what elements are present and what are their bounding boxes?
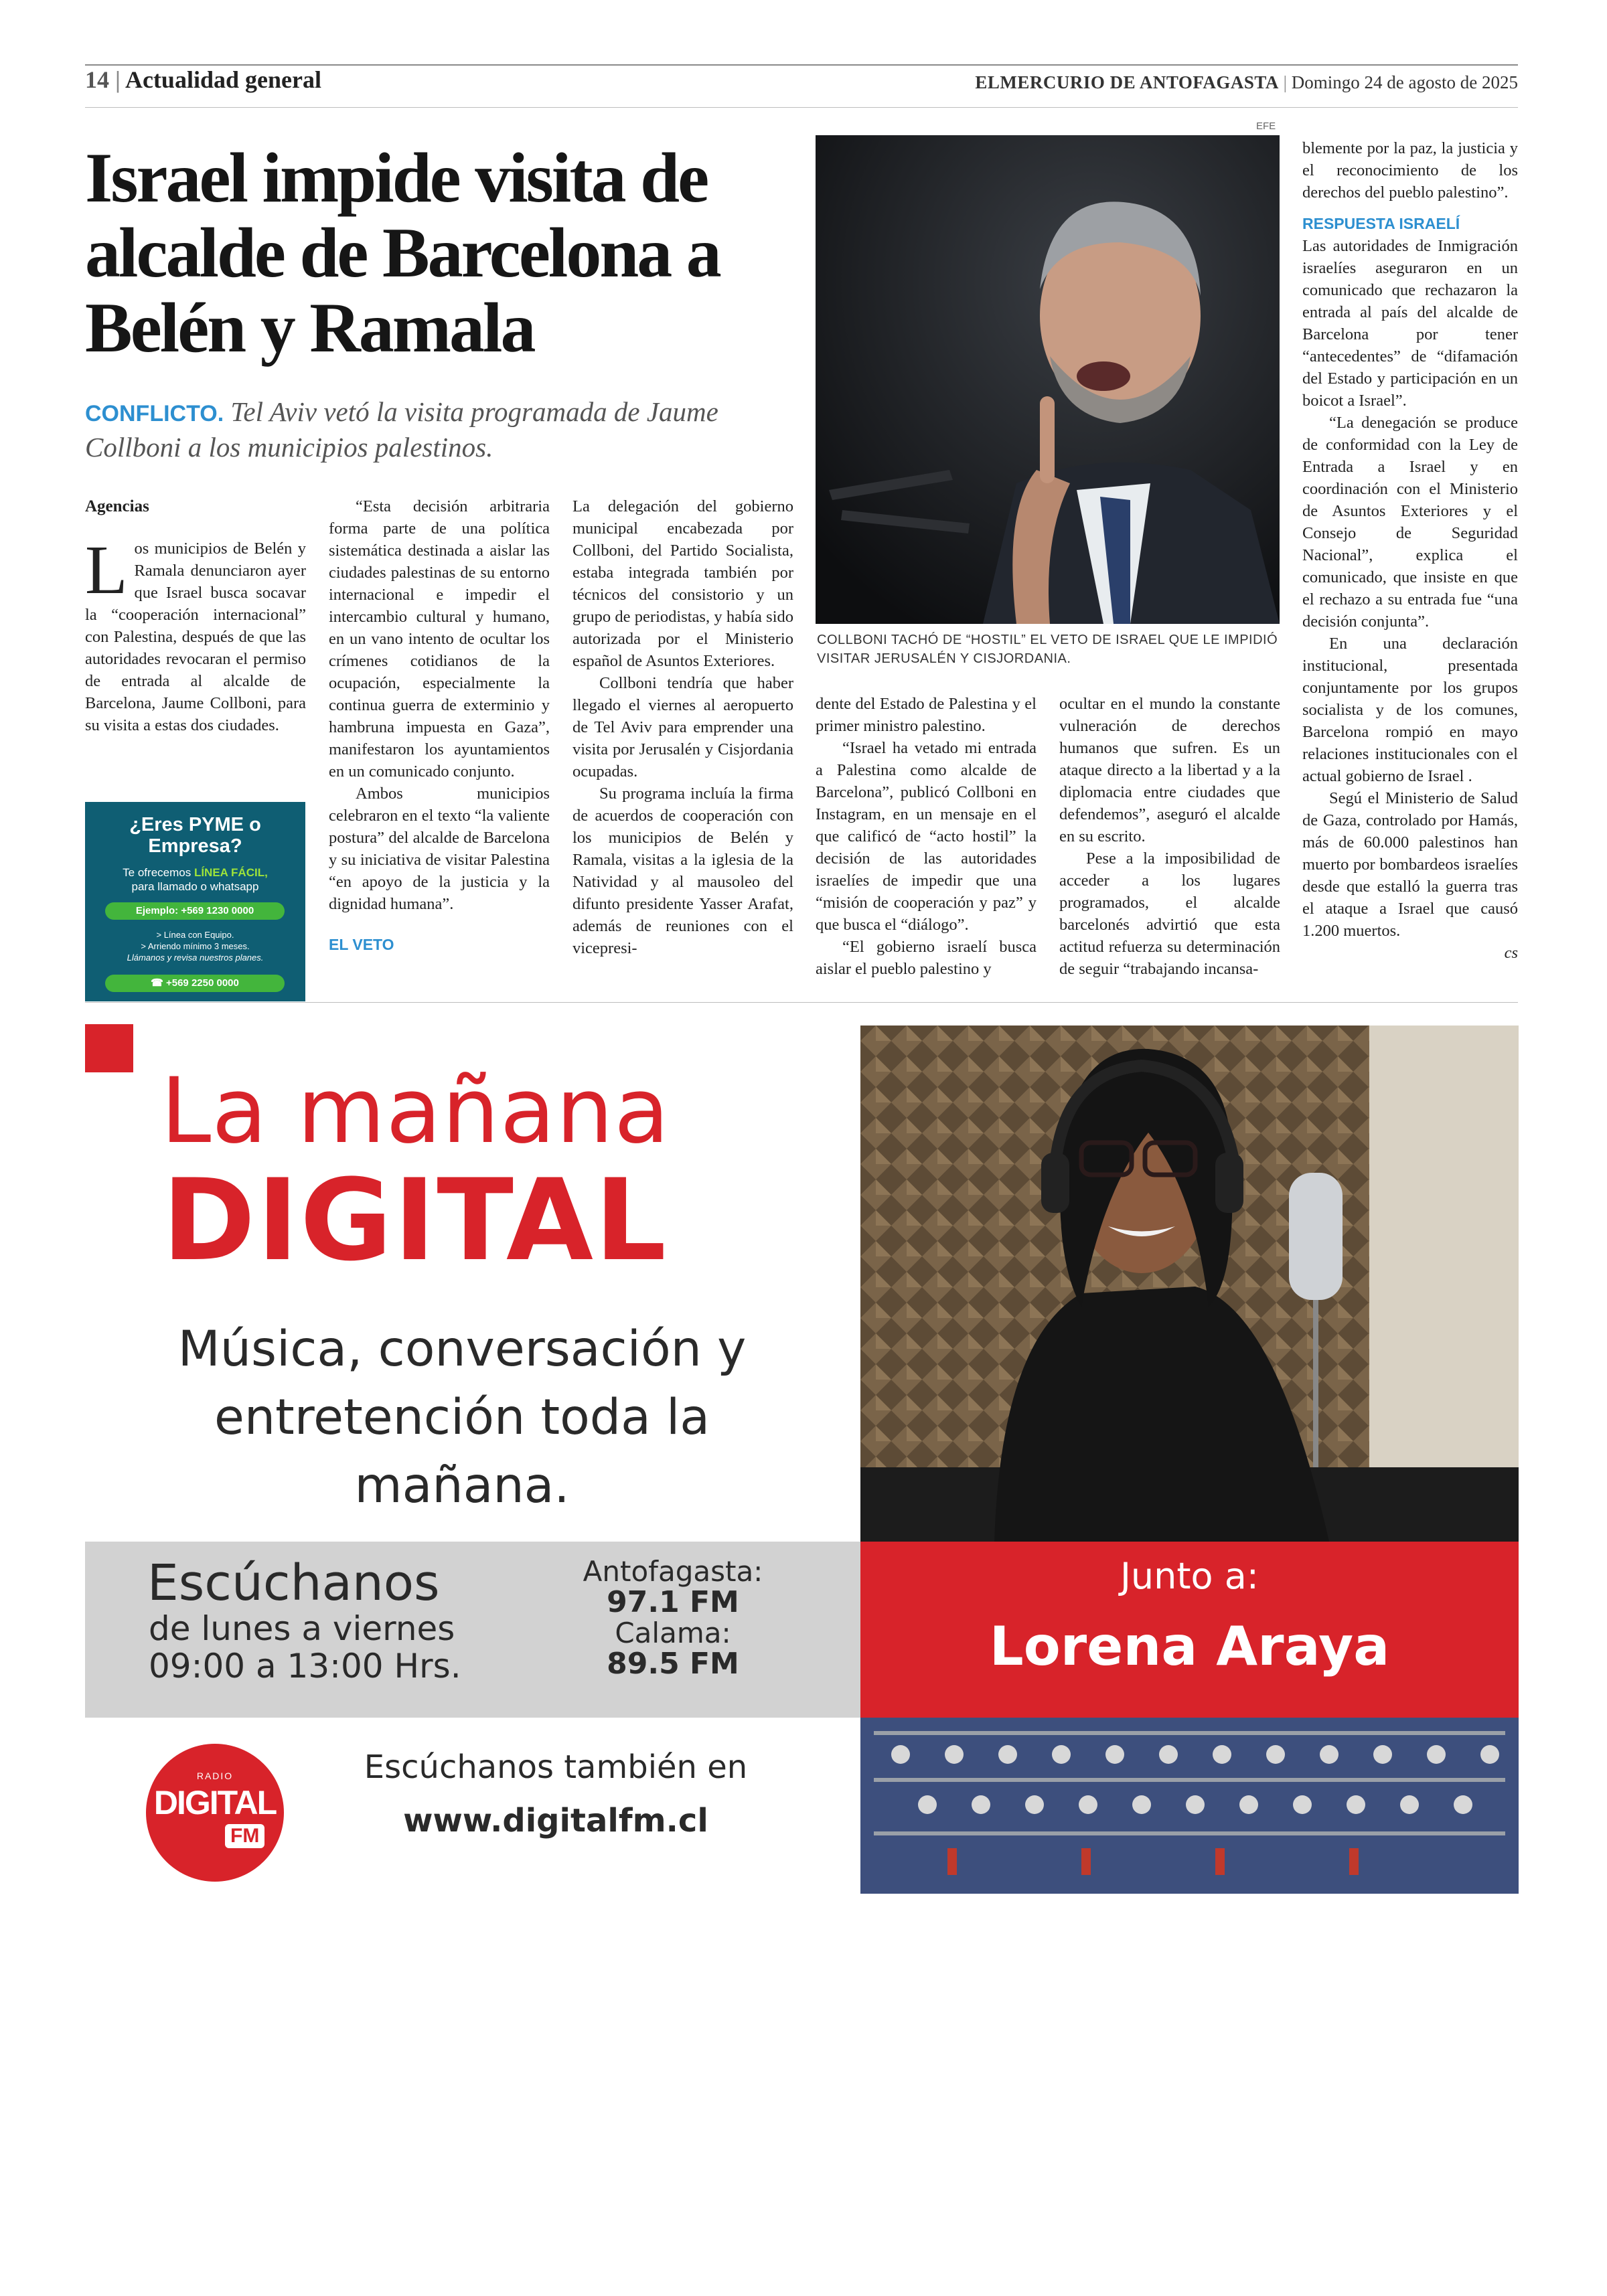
website-link[interactable]: www.digitalfm.cl (403, 1802, 708, 1839)
article-column-5: ocultar en el mundo la constante vulneración de derechos humanos que sufren. Es un ataque directo a la libertad y a la diplomacia entre ciudades que defendemos”, aseguró el alcalde en su escrito. Pese a la imposibilidad de acceder a los lugares programados, el alcalde barcelonés advirtió que esta actitud refuerza su determinación de seguir “trabajando incansa- (1059, 695, 1280, 978)
schedule-text (149, 1610, 461, 1685)
mixer-photo (860, 1718, 1519, 1894)
end-mark: cs (1504, 944, 1518, 962)
article-column-3: La delegación del gobierno municipal encabezada por Collboni, del Partido Socialista, estaba integrada también por técnicos del consistorio y un grupo de periodistas, y había sido autorizada por el Ministerio español de Asuntos Exteriores. Collboni tendría que haber llegado el viernes al aeropuerto de Tel Aviv para emprender una visita por Jerusalén y Cisjordania ocupadas. Su programa incluía la firma de acuerdos de cooperación con los municipios de Belén y Ramala, visitas a la iglesia de la Natividad y al mausoleo del difunto presidente Yasser Arafat, además de reuniones con el vicepresi- (572, 497, 793, 957)
subhead-respuesta: RESPUESTA ISRAELÍ (1302, 215, 1460, 232)
pyme-ad-title: ¿Eres PYME o Empresa? (129, 814, 261, 857)
radio-ad-title-2: DIGITAL (162, 1155, 668, 1286)
article-column-4: dente del Estado de Palestina y el primer ministro palestino. “Israel ha vetado mi entrada a Palestina como alcalde de Barcelona”, publicó Collboni en Instagram, en un mensaje en el que calificó de “acto hostil” la decisión de las autoridades israelíes de impedir que una “misión de cooperación y paz” y que busca el “diálogo”. “El gobierno israelí busca aislar el pueblo palestino y (816, 695, 1037, 978)
red-square-accent (85, 1024, 133, 1072)
frequencies (576, 1556, 770, 1679)
page-number: 14 (85, 66, 109, 93)
pyme-ad[interactable] (85, 802, 305, 1001)
subhead-veto: EL VETO (329, 936, 394, 953)
page-section-header: 14 | Actualidad general (85, 66, 321, 93)
collboni-photo (816, 135, 1280, 624)
lead-text: Tel Aviv vetó la visita programada de Jaume Collboni a los municipios palestinos. (85, 396, 718, 463)
photo-credit: EFE (1256, 120, 1276, 132)
whatsapp-icon: ☎ (151, 977, 163, 989)
digital-fm-logo: RADIO DIGITAL FM (146, 1744, 284, 1882)
host-name: Lorena Araya (989, 1615, 1390, 1677)
article-column-2: “Esta decisión arbitraria forma parte de una política sistemática destinada a aislar las ciudades palestinas de su entorno internacional e impedir el intercambio cultural y humano, en un vano intento de ocultar los crímenes cotidianos de la ocupación, especialmente la continua guerra de exterminio y hambruna impuesta en Gaza”, manifestaron los ayuntamientos en un comunicado conjunto. Ambos municipios celebraron en el texto “la valiente postura” del alcalde de Barcelona y su iniciativa de visitar Palestina “en apoyo de la justicia y la dignidad humana”. EL VETO (329, 495, 550, 956)
radio-ad-tagline: Música, conversación y entretención toda la mañana. (177, 1321, 747, 1514)
article-bottom-rule (85, 1002, 1518, 1003)
pyme-ad-offer: Te ofrecemos LÍNEA FÁCIL, para llamado o whatsapp (123, 866, 268, 893)
headline: Israel impide visita de alcalde de Barcelona a Belén y Ramala (85, 139, 720, 367)
freq-2: 89.5 FM (607, 1647, 739, 1681)
publication-info: ELMERCURIO DE ANTOFAGASTA | Domingo 24 de agosto de 2025 (975, 72, 1518, 92)
lead (85, 395, 795, 464)
city-1: Antofagasta: (583, 1555, 763, 1588)
listen-heading: Escúchanos (147, 1554, 440, 1612)
radio-ad-title-1: La mañana (161, 1058, 670, 1163)
pyme-ad-phone[interactable]: ☎ +569 2250 0000 (105, 975, 285, 992)
byline: Agencias (85, 497, 149, 515)
freq-1: 97.1 FM (607, 1585, 739, 1619)
article-column-1 (85, 495, 306, 736)
pyme-ad-example: Ejemplo: +569 1230 0000 (105, 902, 285, 920)
col1-text: os municipios de Belén y Ramala denunciaron ayer que Israel busca socavar la “cooperación internacional” con Palestina, después de que las autoridades revocaran el permiso de entrada al alcalde de Barcelona, Jaume Collboni, para su visita a estas dos ciudades. (85, 540, 306, 734)
article-column-6: blemente por la paz, la justicia y el reconocimiento de los derechos del pueblo palestino”. RESPUESTA ISRAELÍ Las autoridades de Inmigración israelíes aseguraron en un comunicado que rechazaron la entrada al país del alcalde de Barcelona por tener “antecedentes” de “difamación del Estado y participación en un boicot a Israel”. “La denegación se produce de conformidad con la Ley de Entrada a Israel y en coordinación con el Ministerio de Asuntos Exteriores y el Consejo de Seguridad Nacional”, explica el comunicado, que insiste en que el rechazo a su entrada fue “una decisión conjunta”. En una declaración institucional, presentada conjuntamente por los grupos socialista y de los comunes, Barcelona rompió en mayo relaciones institucionales con el actual gobierno de Israel . Segú el Ministerio de Salud de Gaza, controlado por Hamás, más de 60.000 palestinos han muerto por bombardeos israelíes desde que estalló la guerra tras el ataque a Israel que causó 1.200 muertos. cs (1302, 137, 1518, 964)
section-name: Actualidad general (125, 66, 321, 93)
city-2: Calama: (615, 1617, 731, 1649)
photo-caption: COLLBONI TACHÓ DE “HOSTIL” EL VETO DE ISRAEL QUE LE IMPIDIÓ VISITAR JERUSALÉN Y CISJORDANIA. (817, 633, 1278, 666)
schedule-days: de lunes a viernes (149, 1609, 455, 1648)
publication-name: ELMERCURIO DE ANTOFAGASTA (975, 72, 1279, 92)
publication-date: Domingo 24 de agosto de 2025 (1291, 72, 1518, 92)
host-photo (860, 1026, 1519, 1542)
header-bottom-rule (85, 107, 1518, 108)
lead-tag: CONFLICTO. (85, 401, 224, 426)
dropcap: L (85, 531, 128, 608)
junto-label: Junto a: (1120, 1555, 1259, 1597)
listen-also-text: Escúchanos también en (364, 1748, 748, 1786)
schedule-hours: 09:00 a 13:00 Hrs. (149, 1647, 461, 1686)
pyme-ad-bullets: > Línea con Equipo. > Arriendo mínimo 3 meses. Llámanos y revisa nuestros planes. (127, 930, 264, 963)
